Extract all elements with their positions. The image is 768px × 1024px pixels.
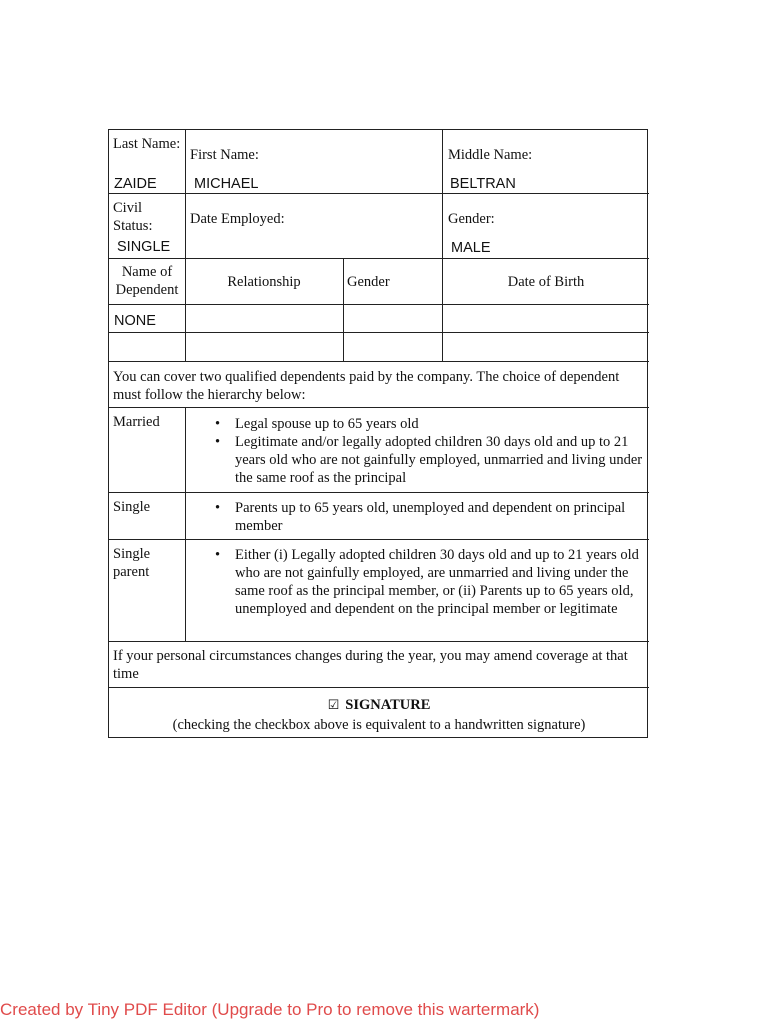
signature-note: (checking the checkbox above is equivalent to a handwritten signature) xyxy=(172,717,586,733)
first-name-label: First Name: xyxy=(190,147,259,163)
civil-status-value[interactable]: SINGLE xyxy=(117,239,171,255)
middle-name-label: Middle Name: xyxy=(448,147,533,163)
dependent-header-name: Name of Dependent xyxy=(115,264,179,298)
hierarchy-intro: You can cover two qualified dependents paid by the company. The choice of dependent must follow the hierarchy below: xyxy=(113,369,620,403)
first-name-value[interactable]: MICHAEL xyxy=(194,176,259,192)
gender-label: Gender: xyxy=(448,211,495,227)
dependent-header-dob: Date of Birth xyxy=(507,274,585,290)
single-rules xyxy=(187,499,647,535)
watermark-text: Created by Tiny PDF Editor (Upgrade to Pro to remove this wartermark) xyxy=(0,1000,540,1019)
signature-block xyxy=(109,696,649,715)
list-item: • Legitimate and/or legally adopted children 30 days old and up to 21 years old who are not gainfully employed, unmarried and living under the same roof as the principal xyxy=(187,433,647,487)
dependent-header-relationship: Relationship xyxy=(227,274,301,290)
status-single-parent: Single parent xyxy=(113,546,151,580)
last-name-label: Last Name: xyxy=(113,136,181,152)
last-name-value[interactable]: ZAIDE xyxy=(114,176,157,192)
single-parent-rules xyxy=(187,546,647,618)
list-item: • Parents up to 65 years old, unemployed and dependent on principal member xyxy=(187,499,647,535)
date-employed-label: Date Employed: xyxy=(190,211,285,227)
dependent-header-gender: Gender xyxy=(347,274,390,290)
list-item: • Legal spouse up to 65 years old xyxy=(187,415,647,433)
list-item: • Either (i) Legally adopted children 30 days old and up to 21 years old who are not gainfully employed, are unmarried and living under the same roof as the principal member, or (ii) Parents up to 65 years old, unemployed and dependent on the principal member or legitimate xyxy=(187,546,647,618)
signature-checkbox[interactable]: ☑ xyxy=(327,698,340,713)
signature-title: SIGNATURE xyxy=(345,697,431,713)
married-rules xyxy=(187,415,647,487)
enrollment-form xyxy=(108,129,648,738)
amend-coverage-note: If your personal circumstances changes during the year, you may amend coverage at that time xyxy=(113,648,628,682)
status-single: Single xyxy=(113,499,151,515)
gender-value[interactable]: MALE xyxy=(451,240,491,256)
dependent-row-1-name[interactable]: NONE xyxy=(114,313,156,329)
civil-status-label: Civil Status: xyxy=(113,200,153,234)
middle-name-value[interactable]: BELTRAN xyxy=(450,176,516,192)
status-married: Married xyxy=(113,414,160,430)
